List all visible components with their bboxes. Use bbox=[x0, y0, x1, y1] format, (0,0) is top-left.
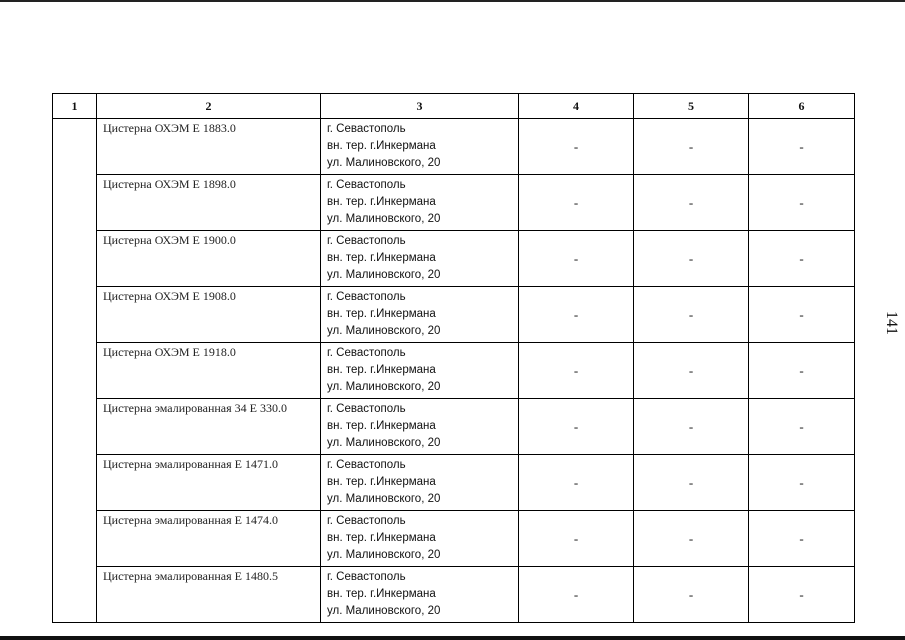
address-district: вн. тер. г.Инкермана bbox=[327, 532, 436, 544]
address-street: ул. Малиновского, 20 bbox=[327, 213, 441, 225]
scan-top-edge bbox=[0, 0, 905, 2]
column-4-cell: - bbox=[519, 231, 634, 287]
column-5-cell: - bbox=[634, 399, 749, 455]
address-district: вн. тер. г.Инкермана bbox=[327, 252, 436, 264]
table-row bbox=[53, 567, 855, 623]
address-district: вн. тер. г.Инкермана bbox=[327, 196, 436, 208]
address-street: ул. Малиновского, 20 bbox=[327, 549, 441, 561]
item-name-cell: Цистерна эмалированная Е 1480.5 bbox=[97, 567, 321, 623]
column-4-cell: - bbox=[519, 511, 634, 567]
column-4-cell: - bbox=[519, 567, 634, 623]
column-6-cell: - bbox=[749, 119, 855, 175]
address-district: вн. тер. г.Инкермана bbox=[327, 308, 436, 320]
column-4-cell: - bbox=[519, 455, 634, 511]
item-name-cell: Цистерна ОХЭМ Е 1918.0 bbox=[97, 343, 321, 399]
address-city: г. Севастополь bbox=[327, 123, 406, 135]
table-header-row bbox=[53, 94, 855, 119]
item-name-cell: Цистерна эмалированная Е 1471.0 bbox=[97, 455, 321, 511]
column-6-cell: - bbox=[749, 511, 855, 567]
table-row bbox=[53, 343, 855, 399]
page-number: 141 bbox=[883, 311, 900, 335]
document-table-container bbox=[52, 93, 855, 623]
index-cell-merged bbox=[53, 119, 97, 623]
column-6-cell: - bbox=[749, 399, 855, 455]
column-5-cell: - bbox=[634, 119, 749, 175]
address-district: вн. тер. г.Инкермана bbox=[327, 588, 436, 600]
address-district: вн. тер. г.Инкермана bbox=[327, 476, 436, 488]
address-cell bbox=[321, 119, 519, 175]
address-cell bbox=[321, 287, 519, 343]
address-city: г. Севастополь bbox=[327, 403, 406, 415]
column-5-cell: - bbox=[634, 287, 749, 343]
address-cell bbox=[321, 511, 519, 567]
column-4-cell: - bbox=[519, 175, 634, 231]
table-row bbox=[53, 511, 855, 567]
item-name-cell: Цистерна ОХЭМ Е 1900.0 bbox=[97, 231, 321, 287]
column-5-cell: - bbox=[634, 343, 749, 399]
column-header-6: 6 bbox=[749, 94, 855, 119]
table-row bbox=[53, 119, 855, 175]
address-city: г. Севастополь bbox=[327, 347, 406, 359]
column-header-5: 5 bbox=[634, 94, 749, 119]
address-cell bbox=[321, 231, 519, 287]
column-5-cell: - bbox=[634, 567, 749, 623]
column-6-cell: - bbox=[749, 231, 855, 287]
column-5-cell: - bbox=[634, 455, 749, 511]
column-4-cell: - bbox=[519, 119, 634, 175]
column-4-cell: - bbox=[519, 399, 634, 455]
scan-bottom-edge bbox=[0, 636, 905, 640]
column-6-cell: - bbox=[749, 175, 855, 231]
address-cell bbox=[321, 343, 519, 399]
column-5-cell: - bbox=[634, 511, 749, 567]
address-city: г. Севастополь bbox=[327, 571, 406, 583]
column-6-cell: - bbox=[749, 287, 855, 343]
column-5-cell: - bbox=[634, 231, 749, 287]
address-city: г. Севастополь bbox=[327, 179, 406, 191]
address-cell bbox=[321, 175, 519, 231]
address-city: г. Севастополь bbox=[327, 459, 406, 471]
column-6-cell: - bbox=[749, 343, 855, 399]
column-header-4: 4 bbox=[519, 94, 634, 119]
address-city: г. Севастополь bbox=[327, 515, 406, 527]
address-cell bbox=[321, 399, 519, 455]
table-row bbox=[53, 287, 855, 343]
table-row bbox=[53, 455, 855, 511]
column-4-cell: - bbox=[519, 343, 634, 399]
item-name-cell: Цистерна ОХЭМ Е 1908.0 bbox=[97, 287, 321, 343]
address-street: ул. Малиновского, 20 bbox=[327, 381, 441, 393]
column-header-2: 2 bbox=[97, 94, 321, 119]
address-street: ул. Малиновского, 20 bbox=[327, 269, 441, 281]
table-row bbox=[53, 175, 855, 231]
column-4-cell: - bbox=[519, 287, 634, 343]
document-table bbox=[52, 93, 855, 623]
table-row bbox=[53, 231, 855, 287]
address-cell bbox=[321, 455, 519, 511]
address-street: ул. Малиновского, 20 bbox=[327, 157, 441, 169]
address-cell bbox=[321, 567, 519, 623]
address-street: ул. Малиновского, 20 bbox=[327, 437, 441, 449]
column-header-3: 3 bbox=[321, 94, 519, 119]
address-city: г. Севастополь bbox=[327, 291, 406, 303]
column-5-cell: - bbox=[634, 175, 749, 231]
item-name-cell: Цистерна эмалированная Е 1474.0 bbox=[97, 511, 321, 567]
column-header-1: 1 bbox=[53, 94, 97, 119]
address-street: ул. Малиновского, 20 bbox=[327, 605, 441, 617]
address-district: вн. тер. г.Инкермана bbox=[327, 420, 436, 432]
address-street: ул. Малиновского, 20 bbox=[327, 493, 441, 505]
item-name-cell: Цистерна ОХЭМ Е 1883.0 bbox=[97, 119, 321, 175]
item-name-cell: Цистерна эмалированная 34 Е 330.0 bbox=[97, 399, 321, 455]
column-6-cell: - bbox=[749, 455, 855, 511]
address-district: вн. тер. г.Инкермана bbox=[327, 364, 436, 376]
address-city: г. Севастополь bbox=[327, 235, 406, 247]
table-row bbox=[53, 399, 855, 455]
address-district: вн. тер. г.Инкермана bbox=[327, 140, 436, 152]
address-street: ул. Малиновского, 20 bbox=[327, 325, 441, 337]
item-name-cell: Цистерна ОХЭМ Е 1898.0 bbox=[97, 175, 321, 231]
column-6-cell: - bbox=[749, 567, 855, 623]
